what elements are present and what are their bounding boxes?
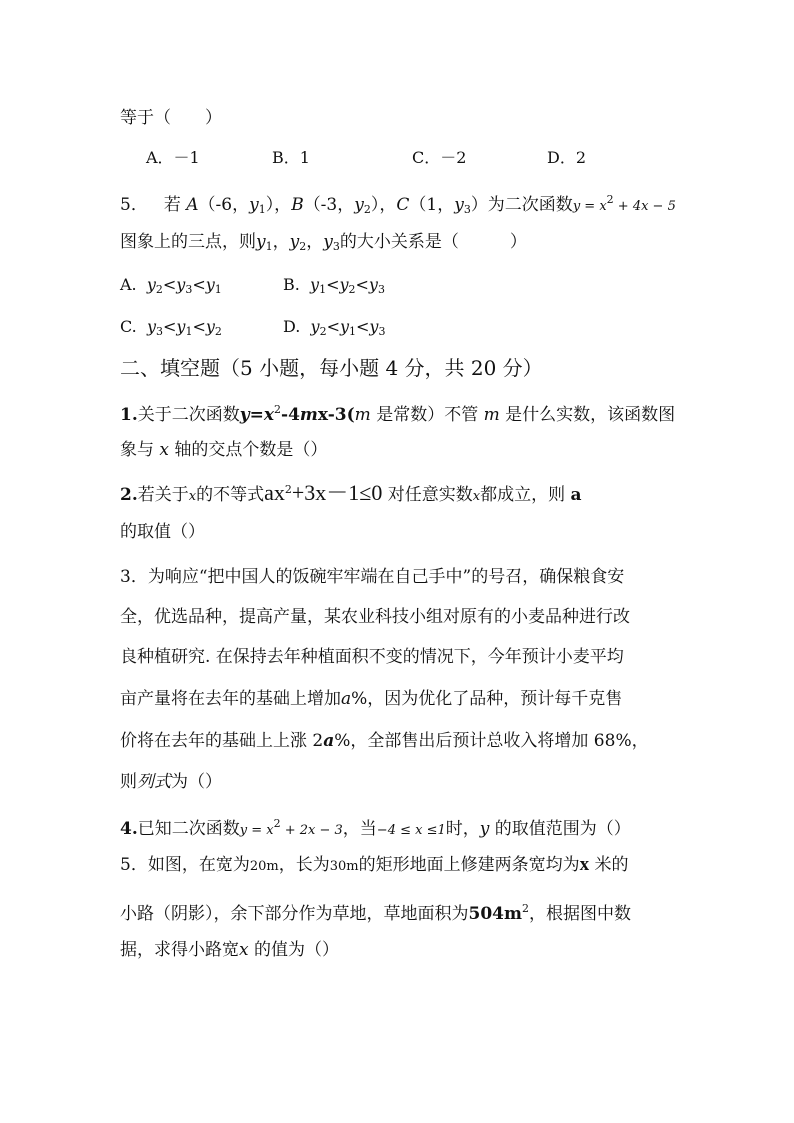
f5-line1: 5．如图，在宽为20m，长为30m的矩形地面上修建两条宽均为x 米的	[120, 854, 629, 875]
q4-option-a: A．－1	[146, 148, 200, 167]
q4-stem-end: 等于（ ）	[120, 108, 222, 128]
f1-line1: 1.关于二次函数$y=x^2-4mx-3(m$ 是常数）不管 m 是什么实数，该函数图	[120, 403, 676, 425]
q5-option-b: B. $y_1<y_2<y_3$	[283, 275, 385, 296]
f5-line2: 小路（阴影），余下部分作为草地，草地面积为$504m^2$，根据图中数	[120, 902, 631, 924]
f5-line3: 据，求得小路宽x 的值为（）	[120, 940, 339, 960]
f4-line: 4.已知二次函数$y = x^2 + 2x - 3$，当−4 ≤ x ≤1时，y 的取值范围为（）	[120, 817, 631, 839]
q4-option-c: C．－2	[412, 148, 467, 167]
q4-option-d: D．2	[547, 148, 587, 167]
q5-option-c: C. $y_3<y_1<y_2$	[120, 317, 222, 338]
f2-line2: 的取值（）	[120, 522, 205, 542]
f3-line3: 良种植研究. 在保持去年种植面积不变的情况下，今年预计小麦平均	[120, 647, 624, 667]
f3-line2: 全，优选品种，提高产量，某农业科技小组对原有的小麦品种进行改	[120, 607, 630, 627]
f2-line1: 2.若关于x的不等式$ax^2+3x-1\le 0$ 对任意实数x都成立，则 a	[120, 480, 582, 505]
q5-stem-line2: 图象上的三点，则$y_1$，$y_2$，$y_3$的大小关系是（ ）	[120, 232, 527, 253]
f3-line5: 价将在去年的基础上上涨 2a%，全部售出后预计总收入将增加 68%，	[120, 731, 649, 751]
q5-option-d: D. $y_2<y_1<y_3$	[283, 317, 386, 338]
f3-line6: 则列式为（）	[120, 772, 222, 792]
f1-line2: 象与 x 轴的交点个数是（）	[120, 440, 328, 460]
section-heading-fill-in: 二、填空题（5 小题，每小题 4 分，共 20 分）	[120, 356, 543, 380]
q5-option-a: A. $y_2<y_3<y_1$	[120, 275, 222, 296]
f3-line4: 亩产量将在去年的基础上增加a%，因为优化了品种，预计每千克售	[120, 689, 623, 709]
f3-line1: 3．为响应“把中国人的饭碗牢牢端在自己手中”的号召，确保粮食安	[120, 567, 625, 587]
q4-option-b: B．1	[272, 148, 310, 167]
q5-stem-line1: 5． 若 A（-6，$y_1$），B（-3，$y_2$），C（1，$y_3$）为二次函数$y = x^2 + 4x - 5$	[120, 193, 676, 216]
